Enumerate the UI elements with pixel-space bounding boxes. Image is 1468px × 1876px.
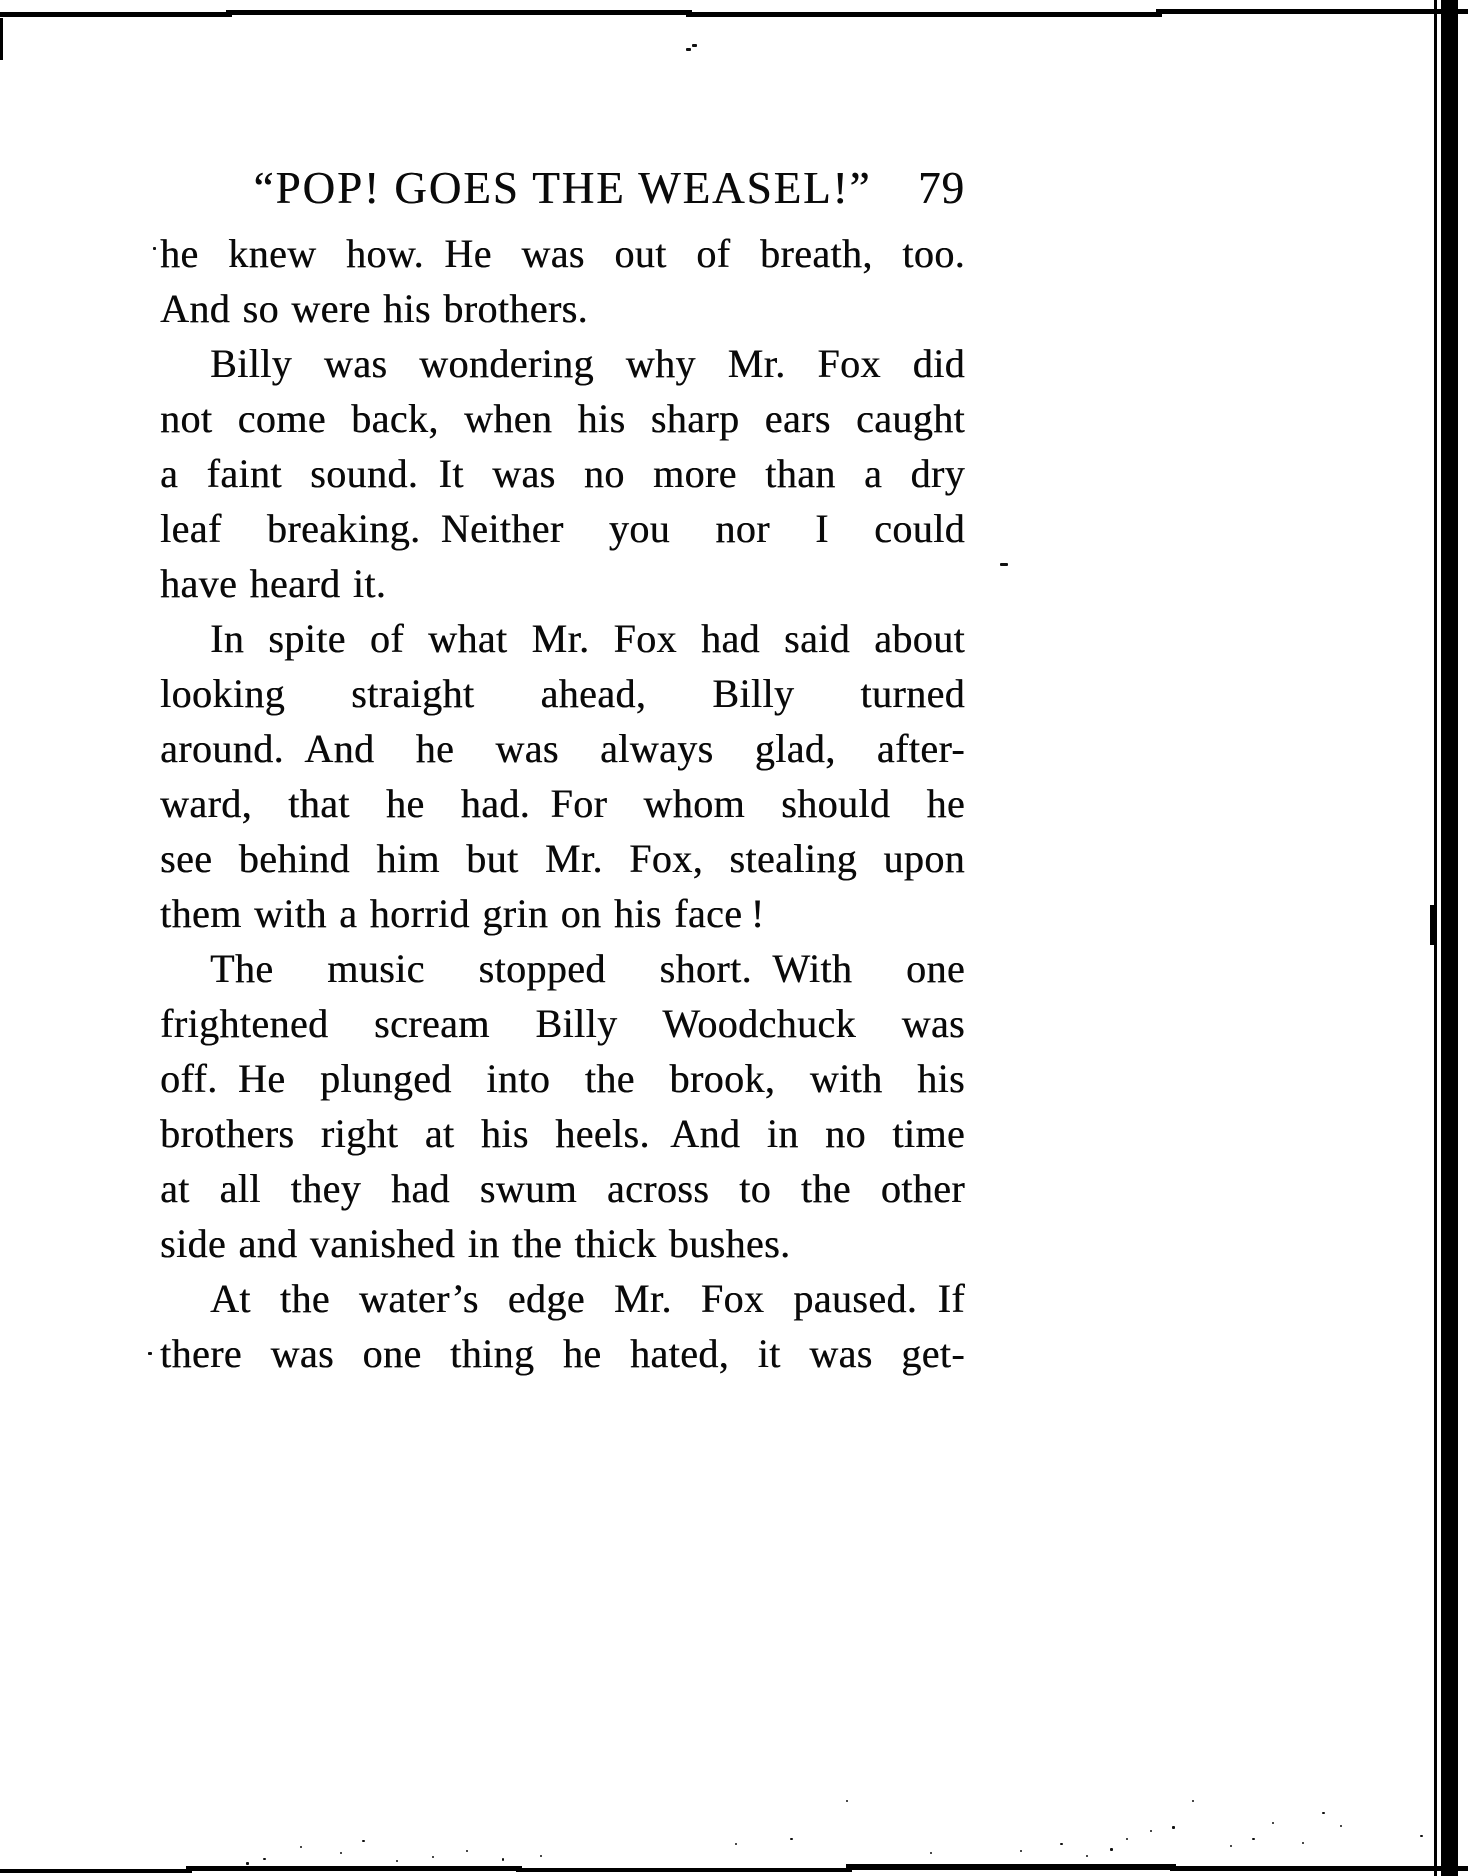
text-line: them with a horrid grin on his face ! xyxy=(160,891,765,936)
text-line: And so were his brothers. xyxy=(160,286,588,331)
scan-noise-dot xyxy=(362,1840,365,1842)
text-line: brothers right at his heels. And in no time xyxy=(160,1111,965,1156)
scan-noise-dot xyxy=(1060,1843,1063,1845)
text-line: around. And he was always glad, after- xyxy=(160,726,965,771)
scan-noise-dot xyxy=(502,1858,504,1861)
scan-noise-dot xyxy=(466,1850,468,1852)
scan-noise-dot xyxy=(1192,1800,1194,1802)
scan-noise-dot xyxy=(1252,1838,1255,1840)
scan-noise-dot xyxy=(1020,1850,1022,1852)
scan-noise-dot xyxy=(246,1862,249,1865)
scan-border-top xyxy=(1156,9,1468,14)
text-line: At the water’s edge Mr. Fox paused. If xyxy=(210,1276,965,1321)
scan-noise-dot xyxy=(1086,1855,1088,1857)
text-line: he knew how. He was out of breath, too. xyxy=(160,231,965,276)
text-line: see behind him but Mr. Fox, stealing upon xyxy=(160,836,965,881)
scan-border-top xyxy=(686,12,1162,17)
text-line: Billy was wondering why Mr. Fox did xyxy=(210,341,965,386)
scan-noise-dot xyxy=(300,1846,302,1848)
scan-noise-dot xyxy=(1272,1822,1274,1824)
page-number: 79 xyxy=(918,163,965,213)
scan-noise-dot xyxy=(1172,1826,1175,1829)
scan-border-bottom xyxy=(0,1869,192,1873)
scan-noise-dot xyxy=(1340,1825,1342,1827)
scan-border-top xyxy=(226,10,692,15)
scan-noise-dot xyxy=(432,1856,434,1858)
scan-border-bottom xyxy=(1170,1866,1468,1871)
scan-noise-dot xyxy=(1420,1835,1423,1837)
scan-noise-dot xyxy=(1322,1812,1325,1814)
scan-noise-dot xyxy=(1302,1842,1304,1844)
text-line: at all they had swum across to the other xyxy=(160,1166,965,1211)
running-header xyxy=(160,162,965,218)
scan-border-bottom xyxy=(846,1864,1176,1870)
scan-noise-dot xyxy=(735,1843,737,1845)
scan-noise-dot xyxy=(540,1855,542,1857)
scan-noise-dot xyxy=(930,1852,932,1854)
text-line: The music stopped short. With one xyxy=(210,946,965,991)
scan-noise-dot xyxy=(1126,1838,1128,1840)
text-line: not come back, when his sharp ears caught xyxy=(160,396,965,441)
scan-noise-dot xyxy=(1150,1830,1152,1832)
scan-noise-dot xyxy=(340,1852,342,1854)
text-line: In spite of what Mr. Fox had said about xyxy=(210,616,965,661)
scan-gutter-thick-bar xyxy=(1441,0,1458,1876)
page-title: “POP! GOES THE WEASEL!” xyxy=(253,163,872,213)
text-line: have heard it. xyxy=(160,561,387,606)
scan-noise-dot xyxy=(846,1800,848,1802)
scan-noise-dot xyxy=(396,1860,398,1862)
scan-noise-dot xyxy=(1230,1845,1232,1847)
text-line: a faint sound. It was no more than a dry xyxy=(160,451,965,496)
text-line: frightened scream Billy Woodchuck was xyxy=(160,1001,965,1046)
text-line: there was one thing he hated, it was get- xyxy=(160,1331,965,1376)
scan-noise-dot xyxy=(1000,563,1008,566)
scan-noise-dot xyxy=(790,1838,793,1840)
scan-noise-dot xyxy=(153,247,156,250)
text-line: side and vanished in the thick bushes. xyxy=(160,1221,791,1266)
body-text xyxy=(160,226,965,1381)
scan-border-bottom xyxy=(186,1866,522,1871)
scan-noise-dot xyxy=(686,48,691,51)
scan-edge-tick xyxy=(0,18,3,60)
scan-noise-dot xyxy=(692,44,697,47)
scan-border-bottom xyxy=(516,1868,852,1872)
scan-gutter-thin-line xyxy=(1434,0,1437,1876)
scan-noise-dot xyxy=(263,1858,266,1860)
scan-border-top xyxy=(0,12,232,17)
scan-noise-dot xyxy=(148,1352,152,1355)
text-line: off. He plunged into the brook, with his xyxy=(160,1056,965,1101)
scan-gutter-nub xyxy=(1430,905,1434,945)
text-line: leaf breaking. Neither you nor I could xyxy=(160,506,965,551)
scan-noise-dot xyxy=(1110,1848,1113,1851)
text-line: ward, that he had. For whom should he xyxy=(160,781,965,826)
text-line: looking straight ahead, Billy turned xyxy=(160,671,965,716)
